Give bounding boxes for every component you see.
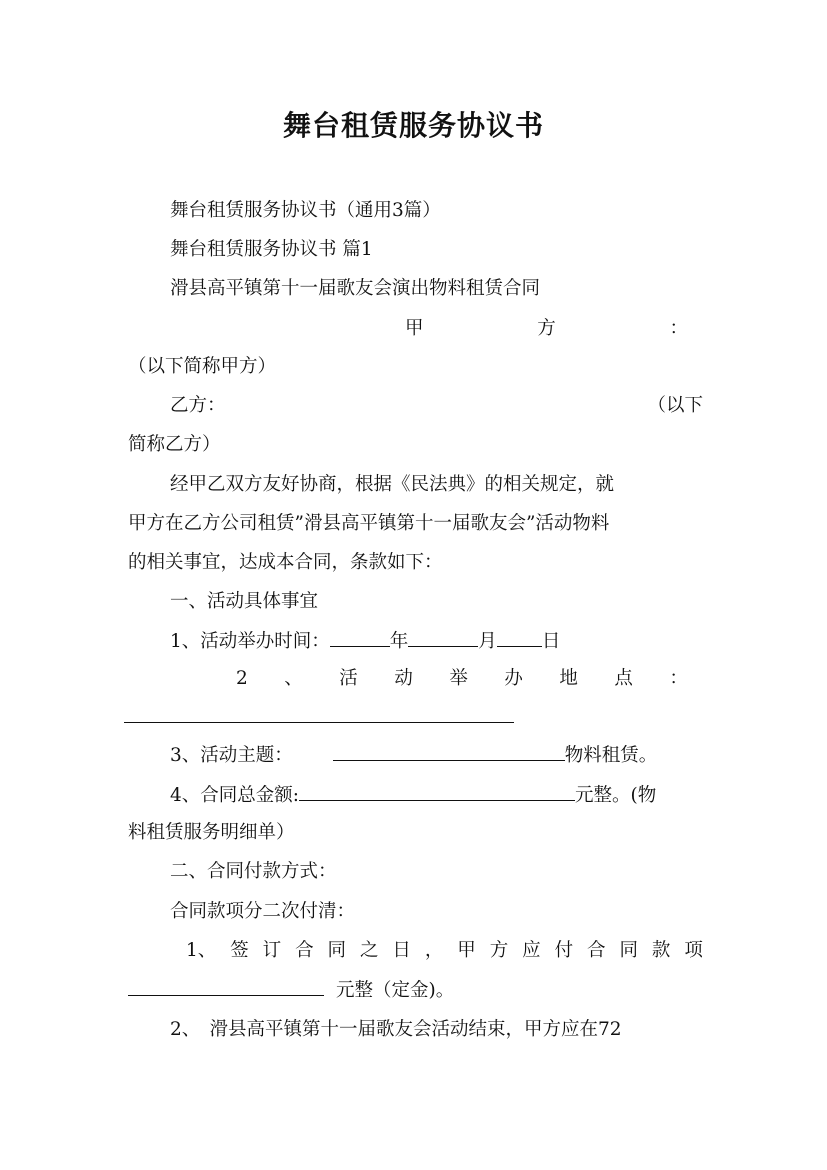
spread-char: 同 [327,940,347,961]
blank-field [299,782,575,801]
spread-char: 订 [262,940,282,961]
party-a-note: （以下简称甲方） [128,356,277,377]
spread-char: ， [424,940,444,961]
spread-char: 点 [614,668,633,689]
doc-subtitle: 舞台租赁服务协议书（通用3篇） [170,200,441,221]
spread-char: 之 [359,940,379,961]
party-b-line [170,393,703,419]
spread-char: 付 [554,940,574,961]
clause-time [170,628,703,655]
party-b-label: 乙方： [170,395,226,416]
blank-field [333,742,565,761]
section-heading-1: 一、活动具体事宜 [170,591,319,612]
party-b-note: （以下 [647,395,703,416]
clause-label: 3、活动主题： [170,745,293,766]
blank-field [330,628,390,647]
clause-amount [170,782,703,809]
unit-label: 日 [541,631,561,652]
clause-theme [170,742,703,769]
blank-field [408,628,478,647]
section-heading: 舞台租赁服务协议书 篇1 [170,239,373,260]
unit-label: 月 [478,631,497,652]
spread-char: 甲 [457,940,476,961]
party-a-char: 方 [537,318,556,339]
party-a-char: 甲 [405,318,424,339]
spread-char: 应 [522,940,541,961]
spread-char: 项 [684,940,703,961]
clause-suffix: 物料租赁。 [564,745,658,766]
paragraph-line: 甲方在乙方公司租赁”滑县高平镇第十一届歌友会”活动物料 [128,513,610,534]
paragraph-line: 经甲乙双方友好协商，根据《民法典》的相关规定，就 [170,474,615,495]
spread-char: 2 [236,668,248,689]
blank-field [124,722,514,723]
spread-char: 地 [559,668,578,689]
paragraph-line: 合同款项分二次付清： [170,901,356,922]
spread-char: 方 [489,940,509,961]
spread-char: 款 [651,940,671,961]
paragraph-line: 的相关事宜，达成本合同，条款如下： [128,552,443,573]
spread-char: ： [669,668,688,689]
contract-title: 滑县高平镇第十一届歌友会演出物料租赁合同 [170,278,541,299]
clause-payment-1-cont [128,977,703,1004]
spread-char: 、 [284,668,303,689]
spread-char: 签 [230,940,249,961]
paragraph-line: 料租赁服务明细单） [128,822,295,843]
party-a-line [405,316,688,342]
clause-label: 1、活动举办时间： [170,631,330,652]
clause-payment-1 [186,938,703,964]
spread-char: 办 [504,668,523,689]
clause-suffix: 元整（定金)。 [336,980,455,1001]
section-heading-2: 二、合同付款方式： [170,861,337,882]
spread-char: 合 [587,940,606,961]
spread-char: 同 [619,940,638,961]
clause-place [236,666,688,692]
party-a-colon: ： [669,318,688,339]
party-b-note-cont: 简称乙方） [128,434,221,455]
spread-char: 举 [449,668,468,689]
clause-payment-2: 2、 滑县高平镇第十一届歌友会活动结束，甲方应在72 [170,1019,622,1040]
spread-char: 合 [295,940,314,961]
spread-char: 动 [394,668,413,689]
unit-label: 年 [389,631,409,652]
blank-field [497,628,542,647]
clause-suffix: 元整。(物 [575,785,657,806]
blank-field [128,977,324,996]
clause-label: 4、合同总金额: [170,785,300,806]
spread-char: 活 [339,668,358,689]
spread-char: 日 [392,940,411,961]
spread-char: 1、 [186,940,217,961]
page-title: 舞台租赁服务协议书 [282,109,544,142]
